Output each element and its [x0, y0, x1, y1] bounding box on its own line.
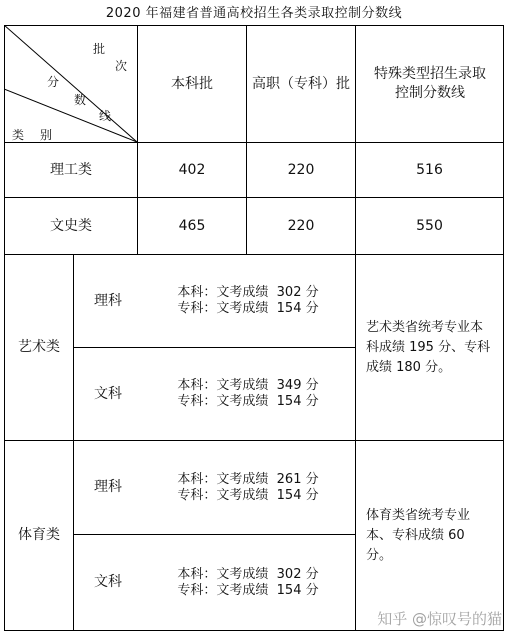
header-special: 特殊类型招生录取控制分数线: [374, 66, 486, 101]
header-vocational: 高职（专科）批: [252, 75, 350, 92]
row-liberal-undergrad: 465: [178, 217, 206, 234]
diag-score-char-1: 分: [47, 75, 60, 89]
row-science-special: 516: [416, 161, 443, 178]
sports-science-line-2: 专科：文考成绩 154 分: [177, 487, 319, 503]
row-art-liberal-label: 文科: [94, 385, 122, 402]
art-science-line-2: 专科：文考成绩 154 分: [177, 301, 319, 316]
diag-score-char-2: 数: [74, 93, 87, 107]
row-art-science-scores: [142, 255, 354, 347]
diag-batch-char-2: 次: [115, 59, 128, 73]
row-liberal-vocational: 220: [287, 217, 315, 234]
border-bottom: [4, 630, 504, 631]
row-sports-science-scores: [142, 441, 354, 534]
row-science-label: 理工类: [50, 161, 92, 178]
header-undergrad: 本科批: [171, 75, 213, 92]
row-sports-liberal-scores: [142, 535, 354, 630]
table-title: 2020 年福建省普通高校招生各类录取控制分数线: [105, 6, 403, 21]
diag-category-char-2: 别: [40, 128, 53, 142]
art-liberal-line-2: 专科：文考成绩 154 分: [177, 394, 319, 409]
diag-score-char-3: 线: [99, 109, 112, 123]
row-science-vocational: 220: [287, 161, 315, 178]
row-sports-science-label: 理科: [94, 479, 122, 495]
row-liberal-special: 550: [416, 217, 443, 234]
row-liberal-label: 文史类: [50, 217, 92, 234]
row-art-liberal-scores: [142, 348, 354, 440]
sports-liberal-line-2: 专科：文考成绩 154 分: [177, 582, 319, 598]
row-art-label: 艺术类: [18, 339, 60, 355]
art-science-line-1: 本科：文考成绩 302 分: [177, 285, 319, 300]
border-right: [503, 25, 504, 631]
row-art-note: 艺术类省统考专业本科成绩 195 分、专科成绩 180 分。: [366, 319, 491, 375]
row-sports-liberal-label: 文科: [94, 574, 122, 590]
sports-science-line-1: 本科：文考成绩 261 分: [177, 471, 319, 487]
row-art-science-label: 理科: [94, 292, 122, 309]
row-sports-label: 体育类: [18, 527, 60, 543]
art-liberal-line-1: 本科：文考成绩 349 分: [177, 378, 319, 393]
sports-liberal-line-1: 本科：文考成绩 302 分: [177, 566, 319, 582]
diag-category-char-1: 类: [12, 128, 25, 142]
diag-batch-char-1: 批: [93, 42, 106, 56]
row-science-undergrad: 402: [178, 161, 206, 178]
header-diagonals: [4, 25, 138, 143]
watermark: 知乎 @惊叹号的猫: [377, 610, 502, 628]
row-sports-note: 体育类省统考专业本、专科成绩 60 分。: [366, 507, 471, 563]
